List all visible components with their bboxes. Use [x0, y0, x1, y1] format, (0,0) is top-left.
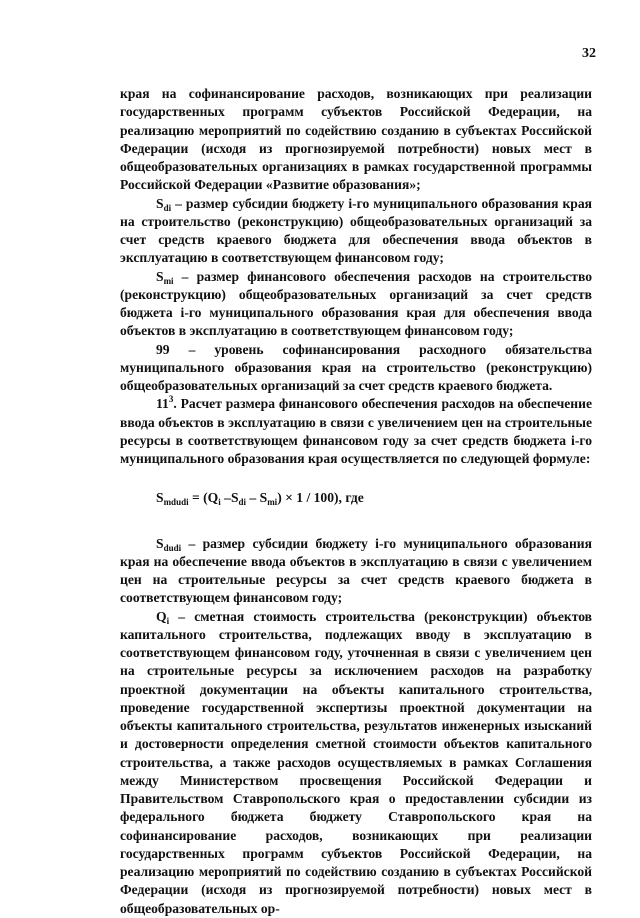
- formula-part: = (Q: [188, 490, 219, 506]
- formula-symbol: S: [156, 490, 164, 506]
- paragraph-cofinancing-level: 99 – уровень софинансирования расходного обязательства муниципального образования края на строительство (реконструкцию) общеобразовательных организаций за счет средств краевого бюджета.: [120, 341, 592, 393]
- paragraph-sdi-definition: [120, 195, 592, 268]
- symbol: S: [156, 268, 164, 284]
- paragraph-smi-definition: [120, 268, 592, 341]
- definition-text: – размер субсидии бюджету i-го муниципального образования края на обеспечение ввода объектов в эксплуатацию в связи с увеличением цен на строительные ресурсы за счет средств краевого бюджета в соответствующем финансовом году;: [120, 535, 592, 606]
- formula-subscript: mdudi: [163, 497, 189, 508]
- document-body: [120, 85, 592, 918]
- symbol: S: [156, 195, 164, 211]
- section-number: 11: [156, 396, 169, 412]
- definition-text: – размер финансового обеспечения расходов на строительство (реконструкцию) общеобразовательных организаций за счет средств бюджета i-го муниципального образования края для обеспечения ввода объектов в эксплуатацию в соответствующем финансовом году;: [120, 268, 592, 339]
- paragraph-section-11-3: [120, 395, 592, 468]
- paragraph-sdudi-definition: [120, 535, 592, 608]
- page-number: 32: [582, 46, 596, 61]
- definition-text: – сметная стоимость строительства (реконструкции) объектов капитального строительства, подлежащих вводу в эксплуатацию в соответствующем финансовом году, уточненная в связи с увеличением цен на строительные ресурсы за исключением расходов на разработку проектной документации на объекты капитального строительства, проведение государственной экспертизы проектной документации на объекты капитального строительства, результатов инженерных изысканий и достоверности определения сметной стоимости объектов капитального строительства, а также расходов осуществляемых в рамках Соглашения между Министерством просвещения Российской Федерации и Правительством Ставропольского края о предоставлении субсидии из федерального бюджета бюджету Ставропольского края на софинансирование расходов, возникающих при реализации государственных программ субъектов Российской Федерации, на реализацию мероприятий по содействию созданию в субъектах Российской Федерации (исходя из прогнозируемой потребности) новых мест в общеобразовательных ор-: [120, 608, 592, 916]
- symbol: S: [156, 535, 164, 551]
- symbol: Q: [156, 608, 167, 624]
- section-superscript: 3: [168, 394, 174, 405]
- symbol-subscript: i: [166, 615, 170, 626]
- symbol-subscript: dudi: [163, 542, 182, 553]
- paragraph-continuation: края на софинансирование расходов, возникающих при реализации государственных программ субъектов Российской Федерации, на реализацию мероприятий по содействию созданию в субъектах Российской Федерации (исходя из прогнозируемой потребности) новых мест в общеобразовательных организациях в рамках государственной программы Российской Федерации «Развитие образования»;: [120, 86, 592, 193]
- section-text: . Расчет размера финансового обеспечения расходов на обеспечение ввода объектов в эксплуатацию в связи с увеличением цен на строительные ресурсы в соответствующем финансовом году за счет средств бюджета i-го муниципального образования края осуществляется по следующей формуле:: [120, 396, 592, 466]
- formula-subscript: mi: [267, 497, 278, 508]
- formula-part: –S: [220, 490, 239, 506]
- symbol-subscript: di: [163, 202, 172, 213]
- formula-part: – S: [246, 490, 268, 506]
- symbol-subscript: mi: [163, 275, 174, 286]
- formula-part: ) × 1 / 100), где: [277, 490, 364, 506]
- formula-subscript: i: [218, 497, 221, 508]
- formula-subscript: di: [238, 497, 247, 508]
- paragraph-qi-definition: [120, 608, 592, 918]
- definition-text: – размер субсидии бюджету i-го муниципального образования края на строительство (реконструкцию) общеобразовательных организаций за счет средств краевого бюджета для обеспечения ввода объектов в эксплуатацию в соответствующем финансовом году;: [120, 195, 592, 266]
- formula: [120, 489, 592, 507]
